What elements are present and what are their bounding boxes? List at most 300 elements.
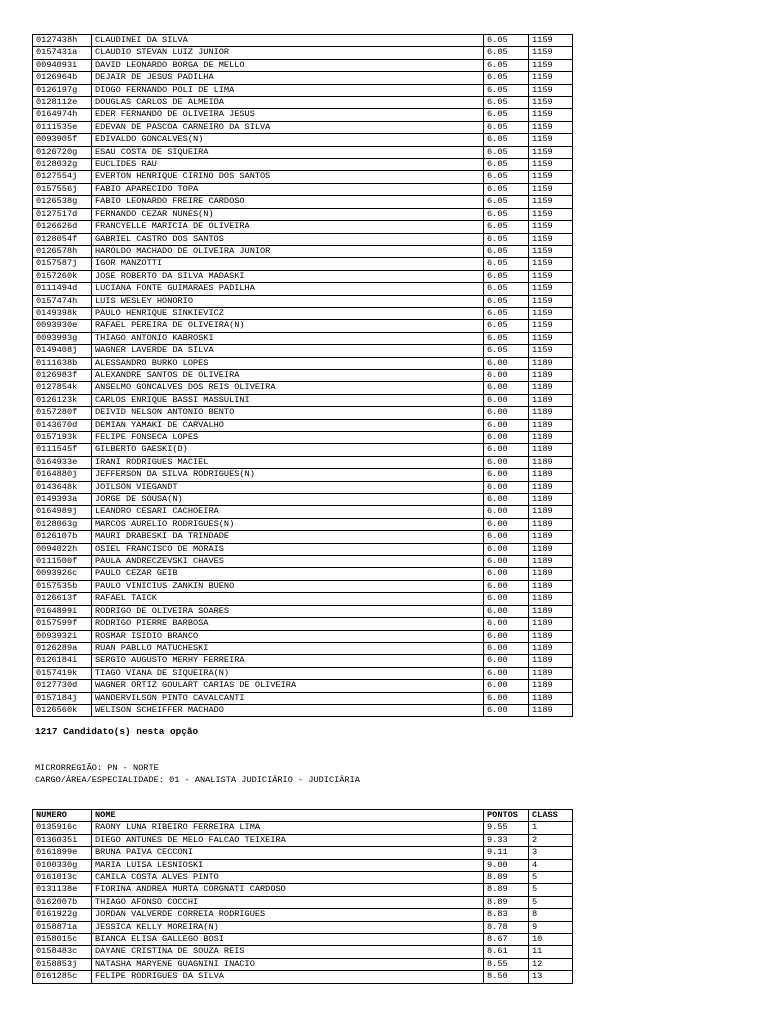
cell-pontos: 6.05	[484, 221, 529, 233]
cell-class: 1159	[529, 171, 573, 183]
table-row	[33, 47, 573, 59]
cargo-label: CARGO/ÁREA/ESPECIALIDADE: 01 - ANALISTA JUDICIÁRIO - JUDICIÁRIA	[35, 775, 360, 785]
table-row	[33, 394, 573, 406]
table-row	[33, 593, 573, 605]
cell-class: 1189	[529, 543, 573, 555]
table-row	[33, 432, 573, 444]
cell-nome: RODRIGO DE OLIVEIRA SOARES	[92, 605, 484, 617]
table-row	[33, 518, 573, 530]
table-row	[33, 692, 573, 704]
table-row	[33, 84, 573, 96]
results-table-body	[33, 822, 573, 983]
cell-nome: PAULO HENRIQUE SINKIEVICZ	[92, 307, 484, 319]
cell-pontos: 6.05	[484, 345, 529, 357]
cell-pontos: 6.00	[484, 630, 529, 642]
cell-numero: 0126613f	[33, 593, 92, 605]
cell-nome: CAMILA COSTA ALVES PINTO	[92, 872, 484, 884]
cell-nome: IGOR MANZOTTI	[92, 258, 484, 270]
cell-numero: 0128054f	[33, 233, 92, 245]
cell-class: 1189	[529, 444, 573, 456]
table-row	[33, 72, 573, 84]
cell-nome: CARLOS ENRIQUE BASSI MASSULINI	[92, 394, 484, 406]
cell-numero: 0127854k	[33, 382, 92, 394]
cell-nome: JORDAN VALVERDE CORREIA RODRIGUES	[92, 909, 484, 921]
cell-nome: HAROLDO MACHADO DE OLIVEIRA JUNIOR	[92, 245, 484, 257]
cell-nome: LUCIANA FONTE GUIMARAES PADILHA	[92, 283, 484, 295]
cell-nome: FELIPE FONSECA LOPES	[92, 432, 484, 444]
cell-pontos: 6.00	[484, 444, 529, 456]
cell-numero: 0127730d	[33, 680, 92, 692]
cell-numero: 0149398k	[33, 307, 92, 319]
cell-nome: RAONY LUNA RIBEIRO FERREIRA LIMA	[92, 822, 484, 834]
cell-class: 1189	[529, 394, 573, 406]
cell-nome: JEFFERSON DA SILVA RODRIGUES(N)	[92, 469, 484, 481]
cell-numero: 0161285c	[33, 971, 92, 983]
table-row	[33, 221, 573, 233]
cell-nome: EDIVALDO GONCALVES(N)	[92, 134, 484, 146]
cell-class: 1189	[529, 655, 573, 667]
cell-class: 3	[529, 847, 573, 859]
table-row	[33, 382, 573, 394]
cell-pontos: 6.00	[484, 692, 529, 704]
cell-pontos: 6.05	[484, 295, 529, 307]
table-row	[33, 245, 573, 257]
cell-class: 1	[529, 822, 573, 834]
table-row	[33, 270, 573, 282]
cell-numero: 0157193k	[33, 432, 92, 444]
cell-pontos: 6.00	[484, 543, 529, 555]
cell-pontos: 6.00	[484, 593, 529, 605]
cell-pontos: 8.50	[484, 971, 529, 983]
cell-class: 1159	[529, 134, 573, 146]
cell-pontos: 6.05	[484, 171, 529, 183]
table-row	[33, 822, 573, 834]
table-row	[33, 419, 573, 431]
table-row	[33, 605, 573, 617]
cell-nome: PAULO CEZAR GEIB	[92, 568, 484, 580]
cell-nome: RAFAEL PEREIRA DE OLIVEIRA(N)	[92, 320, 484, 332]
header-numero: NUMERO	[33, 810, 92, 822]
cell-class: 1189	[529, 642, 573, 654]
cell-class: 5	[529, 896, 573, 908]
cell-pontos: 6.00	[484, 456, 529, 468]
cell-nome: PAULA ANDRECZEVSKI CHAVES	[92, 556, 484, 568]
cell-numero: 0158853j	[33, 958, 92, 970]
cell-nome: RAFAEL TAICK	[92, 593, 484, 605]
table-row	[33, 680, 573, 692]
cell-nome: DEMIAN YAMAKI DE CARVALHO	[92, 419, 484, 431]
cell-numero: 0158483c	[33, 946, 92, 958]
cell-nome: TIAGO VIANA DE SIQUEIRA(N)	[92, 667, 484, 679]
cell-numero: 0126983f	[33, 369, 92, 381]
cell-numero: 0100330g	[33, 859, 92, 871]
cell-nome: FELIPE RODRIGUES DA SILVA	[92, 971, 484, 983]
header-nome: NOME	[92, 810, 484, 822]
table-row	[33, 444, 573, 456]
cell-nome: DEIVID NELSON ANTONIO BENTO	[92, 407, 484, 419]
cell-pontos: 6.00	[484, 382, 529, 394]
cell-numero: 0161922g	[33, 909, 92, 921]
cell-numero: 0143670d	[33, 419, 92, 431]
cell-class: 1189	[529, 506, 573, 518]
cell-numero: 0149393a	[33, 494, 92, 506]
cell-class: 13	[529, 971, 573, 983]
cell-nome: MAURI DRABESKI DA TRINDADE	[92, 531, 484, 543]
cell-pontos: 8.83	[484, 909, 529, 921]
cell-numero: 0127554j	[33, 171, 92, 183]
cell-pontos: 9.00	[484, 859, 529, 871]
cell-class: 1159	[529, 332, 573, 344]
cell-pontos: 8.67	[484, 934, 529, 946]
cell-nome: EDEVAN DE PASCOA CARNEIRO DA SILVA	[92, 121, 484, 133]
cell-nome: ROSMAR ISIDIO BRANCO	[92, 630, 484, 642]
cell-class: 1159	[529, 159, 573, 171]
cell-pontos: 9.33	[484, 834, 529, 846]
cell-class: 1189	[529, 481, 573, 493]
cell-class: 1159	[529, 258, 573, 270]
table-row	[33, 667, 573, 679]
cell-nome: FRANCYELLE MARICIA DE OLIVEIRA	[92, 221, 484, 233]
cell-numero: 0094022h	[33, 543, 92, 555]
cell-pontos: 8.55	[484, 958, 529, 970]
cell-numero: 0158015c	[33, 934, 92, 946]
cell-class: 1189	[529, 382, 573, 394]
cell-numero: 0126626d	[33, 221, 92, 233]
cell-numero: 0157184j	[33, 692, 92, 704]
cell-numero: 0162007b	[33, 896, 92, 908]
table-row	[33, 469, 573, 481]
cell-nome: JORGE DE SOUSA(N)	[92, 494, 484, 506]
table-header-row	[33, 810, 573, 822]
cell-numero: 0157587j	[33, 258, 92, 270]
cell-pontos: 6.00	[484, 580, 529, 592]
cell-numero: 0093926c	[33, 568, 92, 580]
cell-numero: 0126184i	[33, 655, 92, 667]
cell-numero: 0157280f	[33, 407, 92, 419]
table-row	[33, 332, 573, 344]
cell-nome: NATASHA MARYENE GUAGNINI INACIO	[92, 958, 484, 970]
cell-class: 1189	[529, 680, 573, 692]
cell-class: 1159	[529, 183, 573, 195]
table-row	[33, 847, 573, 859]
table-row	[33, 655, 573, 667]
table-row	[33, 481, 573, 493]
cell-pontos: 8.89	[484, 884, 529, 896]
cell-pontos: 6.05	[484, 59, 529, 71]
cell-numero: 0157419k	[33, 667, 92, 679]
cell-class: 1189	[529, 593, 573, 605]
cell-class: 1189	[529, 407, 573, 419]
cell-nome: DOUGLAS CARLOS DE ALMEIDA	[92, 97, 484, 109]
cell-nome: BIANCA ELISA GALLEGO BOSI	[92, 934, 484, 946]
cell-pontos: 6.00	[484, 568, 529, 580]
cell-numero: 0126107b	[33, 531, 92, 543]
cell-class: 1189	[529, 369, 573, 381]
candidate-count-summary: 1217 Candidato(s) nesta opção	[35, 726, 199, 737]
cell-class: 8	[529, 909, 573, 921]
cell-numero: 0128063g	[33, 518, 92, 530]
table-row	[33, 35, 573, 47]
cell-pontos: 6.00	[484, 357, 529, 369]
cell-nome: LUIS WESLEY HONORIO	[92, 295, 484, 307]
cell-pontos: 6.00	[484, 618, 529, 630]
header-class: CLASS	[529, 810, 573, 822]
cell-pontos: 6.00	[484, 494, 529, 506]
cell-nome: GABRIEL CASTRO DOS SANTOS	[92, 233, 484, 245]
cell-nome: MARIA LUISA LESNIOSKI	[92, 859, 484, 871]
cell-pontos: 8.89	[484, 896, 529, 908]
cell-pontos: 6.00	[484, 419, 529, 431]
cell-numero: 0161899e	[33, 847, 92, 859]
cell-nome: DIOGO FERNANDO POLI DE LIMA	[92, 84, 484, 96]
cell-pontos: 6.00	[484, 506, 529, 518]
cell-class: 1189	[529, 518, 573, 530]
table-row	[33, 556, 573, 568]
cell-pontos: 6.00	[484, 432, 529, 444]
cell-numero: 0131138e	[33, 884, 92, 896]
cell-nome: ESAU COSTA DE SIQUEIRA	[92, 146, 484, 158]
cell-pontos: 6.00	[484, 531, 529, 543]
table-row	[33, 946, 573, 958]
cell-class: 1189	[529, 357, 573, 369]
cell-numero: 0126289a	[33, 642, 92, 654]
cell-class: 1189	[529, 704, 573, 716]
cell-nome: JOILSON VIEGANDT	[92, 481, 484, 493]
cell-nome: DEJAIR DE JESUS PADILHA	[92, 72, 484, 84]
cell-nome: OSIEL FRANCISCO DE MORAIS	[92, 543, 484, 555]
cell-pontos: 9.11	[484, 847, 529, 859]
table-row	[33, 568, 573, 580]
cell-class: 1159	[529, 295, 573, 307]
cell-class: 1159	[529, 121, 573, 133]
table-row	[33, 921, 573, 933]
cell-numero: 0111500f	[33, 556, 92, 568]
table-row	[33, 183, 573, 195]
table-row	[33, 531, 573, 543]
table-row	[33, 320, 573, 332]
cell-class: 5	[529, 884, 573, 896]
cell-nome: FERNANDO CEZAR NUNES(N)	[92, 208, 484, 220]
cell-pontos: 6.05	[484, 233, 529, 245]
cell-nome: EUCLIDES RAU	[92, 159, 484, 171]
cell-class: 1159	[529, 208, 573, 220]
results-table	[32, 809, 573, 984]
cell-pontos: 6.00	[484, 642, 529, 654]
cell-class: 1159	[529, 283, 573, 295]
table-row	[33, 580, 573, 592]
table-row	[33, 642, 573, 654]
cell-numero: 0128112e	[33, 97, 92, 109]
table-row	[33, 109, 573, 121]
cell-class: 1159	[529, 221, 573, 233]
cell-class: 1189	[529, 469, 573, 481]
cell-class: 1159	[529, 307, 573, 319]
cell-numero: 0094093i	[33, 59, 92, 71]
cell-pontos: 6.05	[484, 258, 529, 270]
cell-numero: 0135916c	[33, 822, 92, 834]
table-row	[33, 59, 573, 71]
cell-numero: 0111638b	[33, 357, 92, 369]
cell-numero: 0149408j	[33, 345, 92, 357]
cell-pontos: 6.05	[484, 72, 529, 84]
cell-nome: THIAGO AFONSO COCCHI	[92, 896, 484, 908]
cell-nome: IRANI RODRIGUES MACIEL	[92, 456, 484, 468]
cell-nome: ANSELMO GONCALVES DOS REIS OLIVEIRA	[92, 382, 484, 394]
cell-numero: 0111545f	[33, 444, 92, 456]
cell-pontos: 6.00	[484, 481, 529, 493]
cell-class: 1159	[529, 72, 573, 84]
cell-class: 1189	[529, 630, 573, 642]
table-row	[33, 121, 573, 133]
table-row	[33, 618, 573, 630]
cell-nome: PAULO VINICIUS ZANKIN BUENO	[92, 580, 484, 592]
cell-pontos: 6.00	[484, 667, 529, 679]
cell-nome: FABIO LEONARDO FREIRE CARDOSO	[92, 196, 484, 208]
cell-nome: FIORINA ANDREA MURTA CORGNATI CARDOSO	[92, 884, 484, 896]
table-row	[33, 834, 573, 846]
table-row	[33, 357, 573, 369]
cell-numero: 0157431a	[33, 47, 92, 59]
cell-nome: WAGNER ORTIZ GOULART CARIAS DE OLIVEIRA	[92, 680, 484, 692]
cell-nome: THIAGO ANTONIO KABROSKI	[92, 332, 484, 344]
cell-class: 1159	[529, 47, 573, 59]
cell-numero: 0093932i	[33, 630, 92, 642]
cell-numero: 0164989j	[33, 506, 92, 518]
cell-nome: JOSE ROBERTO DA SILVA MADASKI	[92, 270, 484, 282]
cell-class: 1159	[529, 196, 573, 208]
table-row	[33, 146, 573, 158]
cell-numero: 0157556j	[33, 183, 92, 195]
cell-pontos: 6.00	[484, 605, 529, 617]
cell-numero: 0136035i	[33, 834, 92, 846]
cell-class: 11	[529, 946, 573, 958]
cell-numero: 0126123k	[33, 394, 92, 406]
cell-class: 12	[529, 958, 573, 970]
cell-pontos: 6.00	[484, 680, 529, 692]
table-row	[33, 97, 573, 109]
cell-class: 10	[529, 934, 573, 946]
cell-nome: CLAUDINEI DA SILVA	[92, 35, 484, 47]
cell-numero: 0164974h	[33, 109, 92, 121]
cell-class: 1189	[529, 618, 573, 630]
table-row	[33, 494, 573, 506]
cell-numero: 0093905f	[33, 134, 92, 146]
results-table-body	[33, 35, 573, 717]
cell-class: 1189	[529, 432, 573, 444]
cell-nome: ALEXANDRE SANTOS DE OLIVEIRA	[92, 369, 484, 381]
cell-nome: BRUNA PAIVA CECCONI	[92, 847, 484, 859]
cell-pontos: 6.05	[484, 283, 529, 295]
cell-nome: WELISON SCHEIFFER MACHADO	[92, 704, 484, 716]
cell-numero: 0157474h	[33, 295, 92, 307]
cell-nome: GILBERTO GAESKI(D)	[92, 444, 484, 456]
cell-pontos: 6.00	[484, 655, 529, 667]
cell-numero: 0126964b	[33, 72, 92, 84]
cell-nome: JESSICA KELLY MOREIRA(N)	[92, 921, 484, 933]
cell-numero: 0111535e	[33, 121, 92, 133]
cell-numero: 0126538g	[33, 196, 92, 208]
table-row	[33, 208, 573, 220]
cell-nome: CLAUDIO STEVAN LUIZ JUNIOR	[92, 47, 484, 59]
cell-class: 5	[529, 872, 573, 884]
cell-pontos: 6.05	[484, 84, 529, 96]
cell-numero: 0111494d	[33, 283, 92, 295]
table-row	[33, 283, 573, 295]
results-table-continued	[32, 34, 573, 717]
cell-pontos: 6.05	[484, 208, 529, 220]
cell-pontos: 6.00	[484, 469, 529, 481]
cell-numero: 0127438h	[33, 35, 92, 47]
cell-pontos: 6.00	[484, 704, 529, 716]
table-row	[33, 171, 573, 183]
cell-pontos: 6.05	[484, 196, 529, 208]
table-row	[33, 258, 573, 270]
cell-class: 1159	[529, 146, 573, 158]
cell-pontos: 6.05	[484, 97, 529, 109]
cell-class: 1189	[529, 580, 573, 592]
cell-nome: ALESSANDRO BURKO LOPES	[92, 357, 484, 369]
cell-numero: 0158871a	[33, 921, 92, 933]
cell-numero: 0157535b	[33, 580, 92, 592]
cell-numero: 0157599f	[33, 618, 92, 630]
cell-pontos: 6.05	[484, 159, 529, 171]
table-row	[33, 859, 573, 871]
cell-pontos: 6.00	[484, 394, 529, 406]
table-row	[33, 307, 573, 319]
table-row	[33, 934, 573, 946]
cell-class: 1159	[529, 97, 573, 109]
microrregiao-label: MICRORREGIÃO: PN - NORTE	[35, 763, 159, 773]
cell-nome: EVERTON HENRIQUE CIRINO DOS SANTOS	[92, 171, 484, 183]
table-row	[33, 196, 573, 208]
cell-class: 1189	[529, 667, 573, 679]
cell-nome: WANDERVILSON PINTO CAVALCANTI	[92, 692, 484, 704]
cell-nome: LEANDRO CESARI CACHOEIRA	[92, 506, 484, 518]
table-row	[33, 159, 573, 171]
cell-nome: RUAN PABLLO MATUCHESKI	[92, 642, 484, 654]
cell-numero: 0164933e	[33, 456, 92, 468]
table-row	[33, 369, 573, 381]
cell-class: 1189	[529, 556, 573, 568]
cell-numero: 0127517d	[33, 208, 92, 220]
cell-pontos: 6.00	[484, 369, 529, 381]
table-row	[33, 909, 573, 921]
table-row	[33, 506, 573, 518]
cell-numero: 0126560k	[33, 704, 92, 716]
cell-pontos: 6.05	[484, 35, 529, 47]
table-row	[33, 958, 573, 970]
cell-pontos: 8.89	[484, 872, 529, 884]
table-row	[33, 295, 573, 307]
cell-nome: FABIO APARECIDO TOPA	[92, 183, 484, 195]
cell-class: 1159	[529, 35, 573, 47]
cell-pontos: 8.61	[484, 946, 529, 958]
cell-nome: DAVID LEONARDO BORGA DE MELLO	[92, 59, 484, 71]
cell-pontos: 6.05	[484, 307, 529, 319]
cell-class: 1159	[529, 320, 573, 332]
cell-class: 1159	[529, 84, 573, 96]
cell-pontos: 6.05	[484, 146, 529, 158]
cell-class: 2	[529, 834, 573, 846]
cell-numero: 0128032g	[33, 159, 92, 171]
cell-pontos: 6.05	[484, 320, 529, 332]
cell-class: 1189	[529, 531, 573, 543]
cell-numero: 0164880j	[33, 469, 92, 481]
cell-nome: DAYANE CRISTINA DE SOUZA REIS	[92, 946, 484, 958]
cell-pontos: 6.05	[484, 134, 529, 146]
table-row	[33, 345, 573, 357]
cell-pontos: 6.05	[484, 47, 529, 59]
